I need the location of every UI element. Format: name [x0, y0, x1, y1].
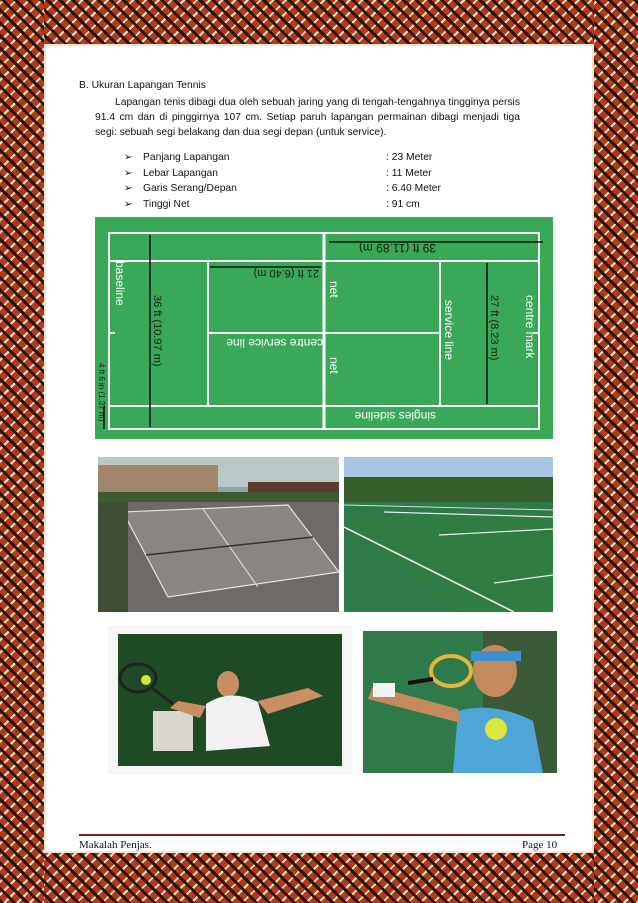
player-headband-photo — [363, 631, 557, 773]
width-label: 36 ft (10.97 m) — [151, 295, 163, 367]
measurement-list — [124, 150, 454, 212]
footer-divider — [79, 834, 565, 836]
service-depth-label: 21 ft (6.40 m) — [253, 267, 319, 279]
singles-width-label: 27 ft (8.23 m) — [488, 295, 500, 361]
page-number: Page 10 — [522, 839, 558, 851]
centre-mark-label: centre mark — [523, 295, 537, 359]
decorative-border-left — [0, 0, 44, 903]
list-item — [124, 197, 454, 213]
baseline-label: baseline — [113, 261, 127, 306]
clay-court-photo — [98, 457, 339, 612]
arrow-bullet-icon: ➢ — [124, 198, 133, 210]
hard-court-photo — [344, 457, 553, 612]
decorative-border-bottom — [0, 853, 638, 903]
centre-service-line-label: centre service line — [226, 336, 323, 350]
measurement-value: : 6.40 Meter — [386, 183, 441, 194]
net-label-top: net — [327, 281, 341, 298]
measurement-label: Tinggi Net — [143, 198, 190, 210]
singles-sideline-label: singles sideline — [354, 409, 436, 423]
section-heading: B. Ukuran Lapangan Tennis — [79, 80, 206, 91]
net-label-bottom: net — [327, 357, 341, 374]
tennis-court-diagram — [95, 217, 553, 439]
footer-title: Makalah Penjas. — [79, 839, 152, 851]
length-label: 39 ft (11.89 m) — [358, 241, 436, 255]
list-item — [124, 166, 454, 182]
list-item — [124, 150, 454, 166]
list-item — [124, 181, 454, 197]
measurement-label: Lebar Lapangan — [143, 167, 219, 179]
arrow-bullet-icon: ➢ — [124, 152, 133, 163]
measurement-value: : 23 Meter — [386, 152, 433, 163]
measurement-label: Panjang Lapangan — [143, 152, 230, 163]
decorative-border-right — [594, 0, 638, 903]
section-paragraph: Lapangan tenis dibagi dua oleh sebuah jaring yang di tengah-tengahnya tingginya persis 91.4 cm dan di pinggirnya 107 cm. Setiap paruh lapangan permainan dibagi menjadi tiga segi: sebuah segi belakang dan dua segi depan (untuk service). — [95, 97, 520, 138]
arrow-bullet-icon: ➢ — [124, 167, 133, 179]
service-line-label: service line — [442, 300, 456, 361]
measurement-value: : 91 cm — [386, 198, 420, 210]
measurement-label: Garis Serang/Depan — [143, 183, 237, 194]
decorative-border-top — [0, 0, 638, 44]
alley-label: 4 ft 6 in (1.37 m) — [97, 363, 106, 422]
player-forehand-photo — [108, 626, 352, 774]
measurement-value: : 11 Meter — [386, 167, 432, 179]
arrow-bullet-icon: ➢ — [124, 183, 133, 194]
